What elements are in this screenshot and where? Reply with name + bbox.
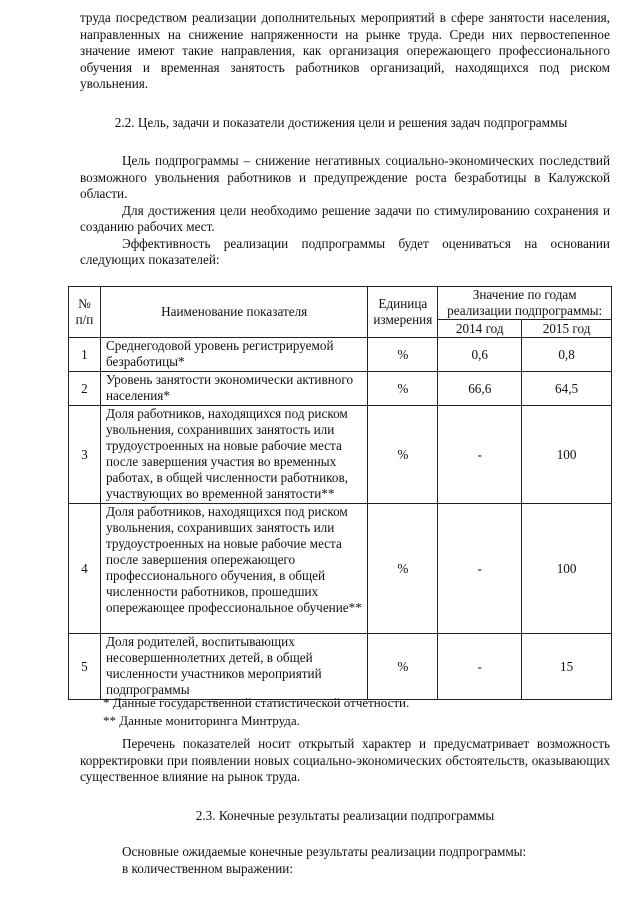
header-unit: Единица измерения [368, 287, 438, 338]
row-value-2015: 64,5 [522, 372, 612, 406]
row-name: Доля работников, находящихся под риском увольнения, сохранивших занятость или трудоустроенных на новые рабочие места после завершения участия во временных работах, в общей численности работников, участвующих во временной занятости** [100, 406, 367, 504]
intro-paragraph: труда посредством реализации дополнительных мероприятий в сфере занятости населения, направленных на снижение напряженности на рынке труда. Среди них первостепенное значение имеют такие направления, как организация опережающего профессионального обучения и временная занятость работников организаций, находящихся под риском увольнения. [80, 10, 610, 91]
quantitative-line: в количественном выражении: [122, 860, 294, 876]
row-unit: % [368, 504, 438, 634]
row-value-2015: 100 [522, 406, 612, 504]
row-value-2014: 0,6 [438, 338, 522, 372]
section-heading-2-2: 2.2. Цель, задачи и показатели достижения цели и решения задач подпрограммы [114, 114, 568, 130]
footnote-statistics: * Данные государственной статистической отчетности. [103, 695, 410, 710]
row-unit: % [368, 372, 438, 406]
row-value-2014: - [438, 634, 522, 700]
row-value-2014: 66,6 [438, 372, 522, 406]
header-name: Наименование показателя [100, 287, 367, 338]
row-unit: % [368, 634, 438, 700]
row-value-2015: 100 [522, 504, 612, 634]
footnotes [103, 694, 409, 730]
table-header-row [69, 287, 612, 320]
document-page-bottom [80, 736, 610, 877]
row-name: Уровень занятости экономически активного населения* [100, 372, 367, 406]
header-year-2014: 2014 год [438, 320, 522, 338]
header-year-2015: 2015 год [522, 320, 612, 338]
document-page [80, 10, 610, 269]
row-num: 5 [69, 634, 101, 700]
table-row [69, 338, 612, 372]
table-row [69, 504, 612, 634]
goal-paragraph: Цель подпрограммы – снижение негативных социально-экономических последствий возможного увольнения работников и предупреждение роста безработицы в Калужской области. [80, 153, 610, 201]
section-heading-2-3: 2.3. Конечные результаты реализации подпрограммы [195, 807, 495, 823]
indicators-table [68, 286, 612, 700]
row-num: 4 [69, 504, 101, 634]
header-num: № п/п [69, 287, 101, 338]
table-row [69, 372, 612, 406]
row-unit: % [368, 406, 438, 504]
footnote-ministry: ** Данные мониторинга Минтруда. [103, 713, 300, 728]
row-value-2014: - [438, 504, 522, 634]
row-name: Доля работников, находящихся под риском увольнения, сохранивших занятость или трудоустроенных на новые рабочие места после завершения опережающего профессионального обучения, в общей численности работников, прошедших опережающее профессиональное обучение** [100, 504, 367, 634]
header-values: Значение по годам реализации подпрограммы: [438, 287, 612, 320]
row-num: 3 [69, 406, 101, 504]
row-num: 1 [69, 338, 101, 372]
efficiency-paragraph: Эффективность реализации подпрограммы будет оцениваться на основании следующих показателей: [80, 235, 610, 267]
row-value-2014: - [438, 406, 522, 504]
table-row [69, 406, 612, 504]
row-name: Среднегодовой уровень регистрируемой безработицы* [100, 338, 367, 372]
results-line: Основные ожидаемые конечные результаты реализации подпрограммы: [122, 844, 527, 859]
row-value-2015: 0,8 [522, 338, 612, 372]
list-paragraph: Перечень показателей носит открытый характер и предусматривает возможность корректировки при появлении новых социально-экономических обстоятельств, оказывающих существенное влияние на рынок труда. [80, 736, 610, 784]
table-row [69, 634, 612, 700]
row-num: 2 [69, 372, 101, 406]
row-name: Доля родителей, воспитывающих несовершеннолетних детей, в общей численности участников мероприятий подпрограммы [100, 634, 367, 700]
row-value-2015: 15 [522, 634, 612, 700]
row-unit: % [368, 338, 438, 372]
task-paragraph: Для достижения цели необходимо решение задачи по стимулированию сохранения и созданию рабочих мест. [80, 202, 610, 234]
